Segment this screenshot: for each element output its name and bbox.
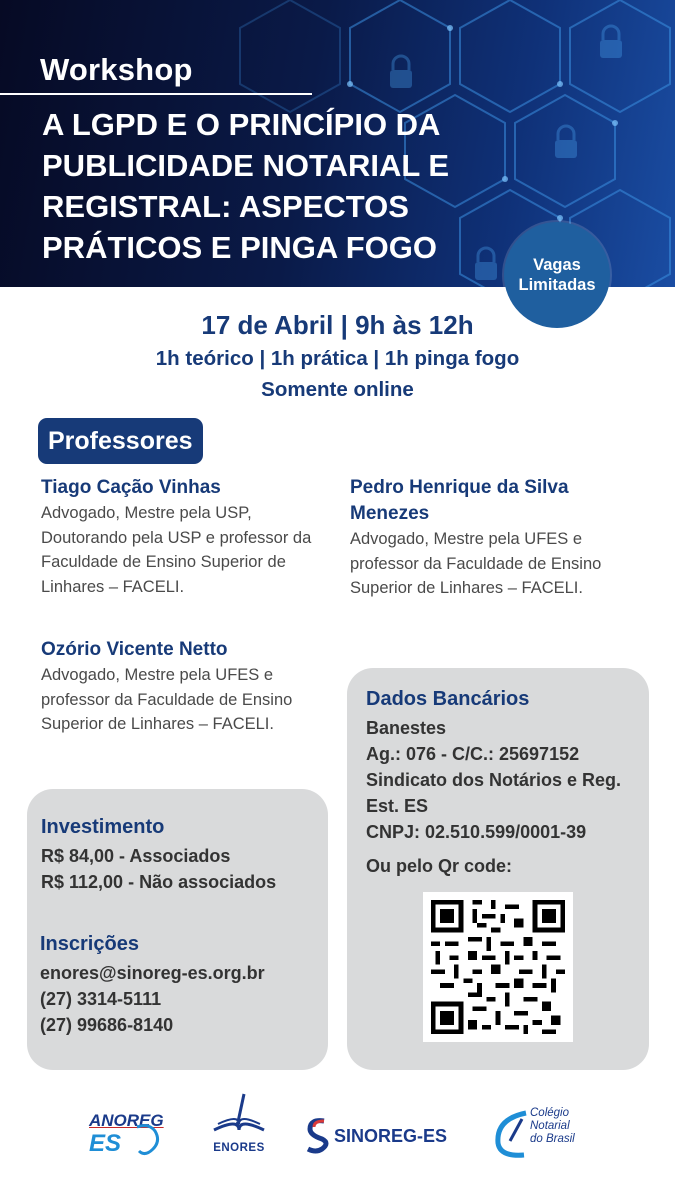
qr-caption: Ou pelo Qr code: [366,856,513,876]
partner-logos [0,1085,675,1175]
investment-prices [41,843,311,895]
anoreg-logo-text: ANOREG [89,1111,164,1130]
event-type-label: Workshop [40,52,193,87]
registration-heading: Inscrições [40,933,139,955]
espirito-santo-map-icon [85,1109,173,1159]
bank-cnpj: CNPJ: 02.510.599/0001-39 [366,822,587,842]
account-holder: Sindicato dos Notários e Reg. Est. ES [366,770,622,816]
colegio-line-1: Colégio [530,1107,569,1119]
registration-contacts [40,960,320,1038]
investment-heading: Investimento [41,816,165,838]
sinoreg-es-logo [304,1115,464,1155]
anoreg-logo-state: ES [89,1130,122,1157]
professor-bio: Advogado, Mestre pela UFES e professor da Faculdade de Ensino Superior de Linhares – FACELI. [350,530,602,597]
professor-card [350,475,650,601]
registration-phone[interactable]: (27) 3314-5111 [40,989,162,1009]
bank-heading: Dados Bancários [366,688,530,710]
price-non-members: R$ 112,00 - Não associados [41,872,277,892]
professor-bio: Advogado, Mestre pela UFES e professor da Faculdade de Ensino Superior de Linhares – FACELI. [41,666,293,733]
professor-name: Tiago Cação Vinhas [41,477,221,498]
badge-line-1: Vagas [533,256,581,274]
anoreg-es-logo [85,1109,173,1159]
bank-details [366,715,646,845]
registration-phone-mobile[interactable]: (27) 99686-8140 [40,1015,174,1035]
open-book-pen-icon [206,1090,272,1142]
qr-code-icon[interactable] [423,892,573,1042]
professors-heading: Professores [38,418,203,464]
sinoreg-logo-text: SINOREG-ES [334,1126,448,1146]
event-date-time: 17 de Abril | 9h às 12h [201,310,474,340]
event-schedule: 1h teórico | 1h prática | 1h pinga fogo [155,347,520,370]
enores-logo-text: ENORES [213,1142,265,1154]
colegio-notarial-logo [492,1105,598,1163]
enores-logo [206,1090,272,1172]
professor-card [41,637,333,737]
badge-line-2: Limitadas [518,276,596,294]
event-mode: Somente online [261,378,414,401]
professor-card [41,475,333,599]
investment-registration-panel [27,789,328,1070]
price-members: R$ 84,00 - Associados [41,846,231,866]
bank-account: Ag.: 076 - C/C.: 25697152 [366,744,580,764]
colegio-line-2: Notarial [530,1120,570,1132]
colegio-line-3: do Brasil [530,1133,575,1145]
colegio-logo-text [530,1107,598,1146]
qr-code-graphic [431,900,565,1034]
sinoreg-s-mark-icon [304,1115,330,1155]
event-title: A LGPD E O PRINCÍPIO DA PUBLICIDADE NOTARIAL E REGISTRAL: ASPECTOS PRÁTICOS E PINGA FOGO [42,107,450,265]
bank-name: Banestes [366,718,447,738]
professor-name: Ozório Vicente Netto [41,639,228,660]
title-divider [0,93,312,95]
bank-details-panel [347,668,649,1070]
professor-bio: Advogado, Mestre pela USP, Doutorando pela USP e professor da Faculdade de Ensino Superior de Linhares – FACELI. [41,504,312,596]
quill-swoosh-icon [492,1105,532,1163]
registration-email[interactable]: enores@sinoreg-es.org.br [40,963,265,983]
professor-name: Pedro Henrique da Silva Menezes [350,477,569,524]
